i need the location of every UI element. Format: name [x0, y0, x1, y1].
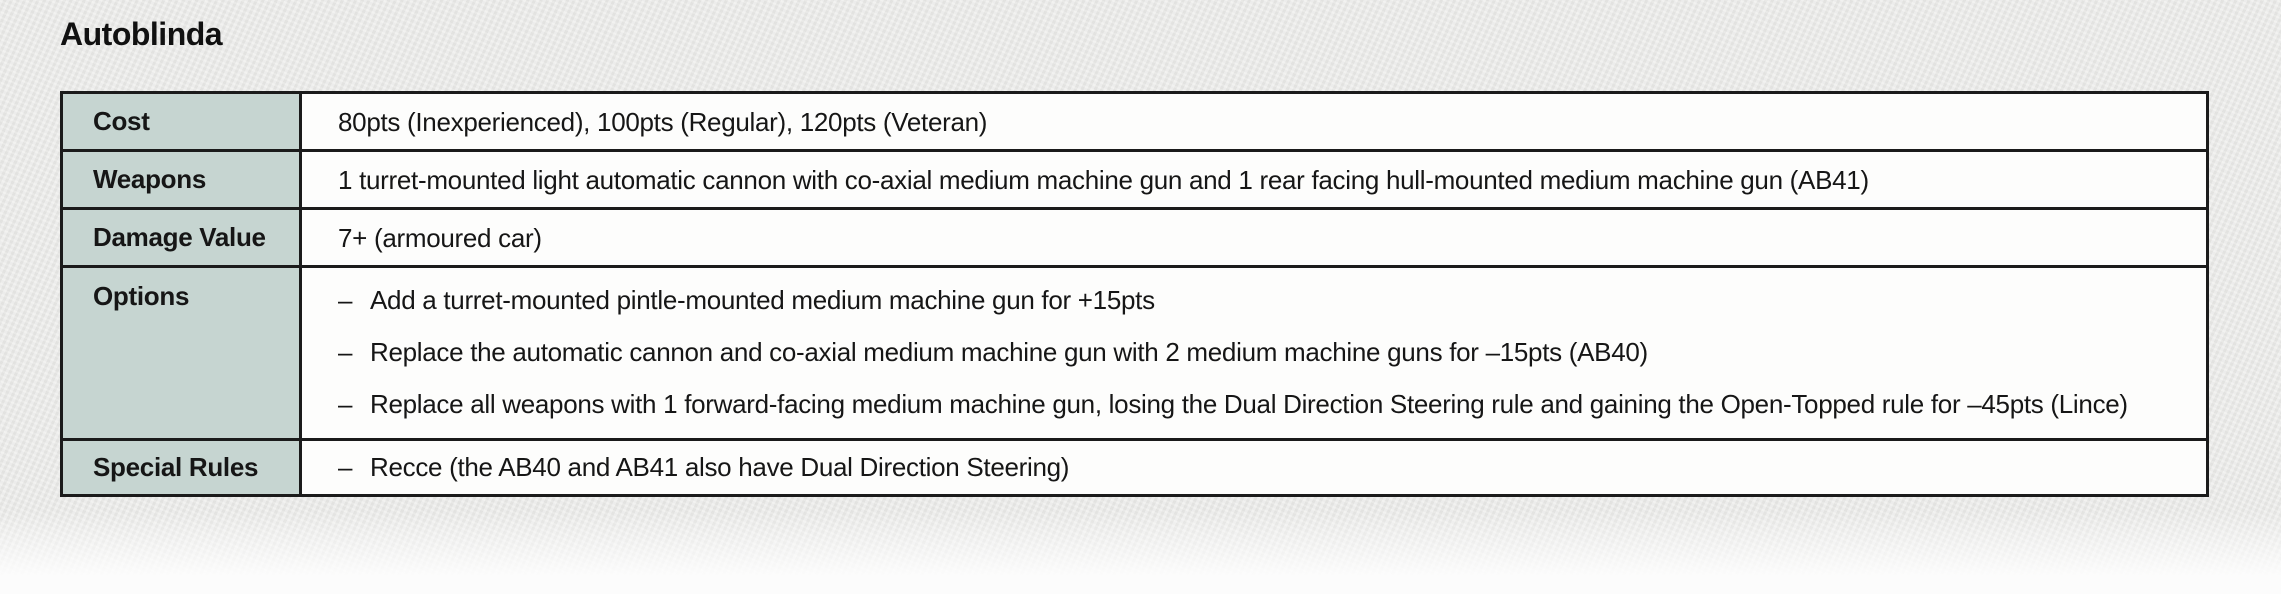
bullet-dash: –	[338, 389, 353, 419]
row-label-damage-value: Damage Value	[63, 210, 302, 265]
row-label-special-rules: Special Rules	[63, 441, 302, 494]
row-label-options: Options	[63, 268, 302, 438]
special-rule-text: Recce (the AB40 and AB41 also have Dual Direction Steering)	[370, 452, 1070, 482]
option-bullet	[338, 333, 2176, 372]
weapons-value-text: 1 turret-mounted light automatic cannon with co-axial medium machine gun and 1 rear facing hull-mounted medium machine gun (AB41)	[338, 164, 1869, 195]
row-value-options	[302, 268, 2206, 438]
row-value-cost	[302, 94, 2206, 149]
row-value-special-rules	[302, 441, 2206, 494]
table-row-cost	[63, 94, 2206, 149]
option-bullet	[338, 281, 2176, 320]
option-text-1: Add a turret-mounted pintle-mounted medium machine gun for +15pts	[370, 285, 1155, 315]
bullet-dash: –	[338, 452, 353, 482]
table-row-weapons	[63, 149, 2206, 207]
special-rule-bullet	[338, 448, 2176, 487]
damage-value-text: 7+ (armoured car)	[338, 222, 542, 253]
table-row-special-rules	[63, 438, 2206, 494]
unit-stat-table	[60, 91, 2209, 497]
bullet-dash: –	[338, 285, 353, 315]
bullet-dash: –	[338, 337, 353, 367]
row-label-weapons: Weapons	[63, 152, 302, 207]
row-label-cost: Cost	[63, 94, 302, 149]
page-title: Autoblinda	[60, 16, 223, 52]
row-value-damage-value	[302, 210, 2206, 265]
option-text-3: Replace all weapons with 1 forward-facing medium machine gun, losing the Dual Direction Steering rule and gaining the Open-Topped rule for –45pts (Lince)	[370, 389, 2128, 419]
table-row-options	[63, 265, 2206, 438]
table-row-damage-value	[63, 207, 2206, 265]
row-value-weapons	[302, 152, 2206, 207]
option-bullet	[338, 385, 2176, 424]
cost-value-text: 80pts (Inexperienced), 100pts (Regular), 120pts (Veteran)	[338, 106, 988, 137]
option-text-2: Replace the automatic cannon and co-axial medium machine gun with 2 medium machine guns for –15pts (AB40)	[370, 337, 1648, 367]
